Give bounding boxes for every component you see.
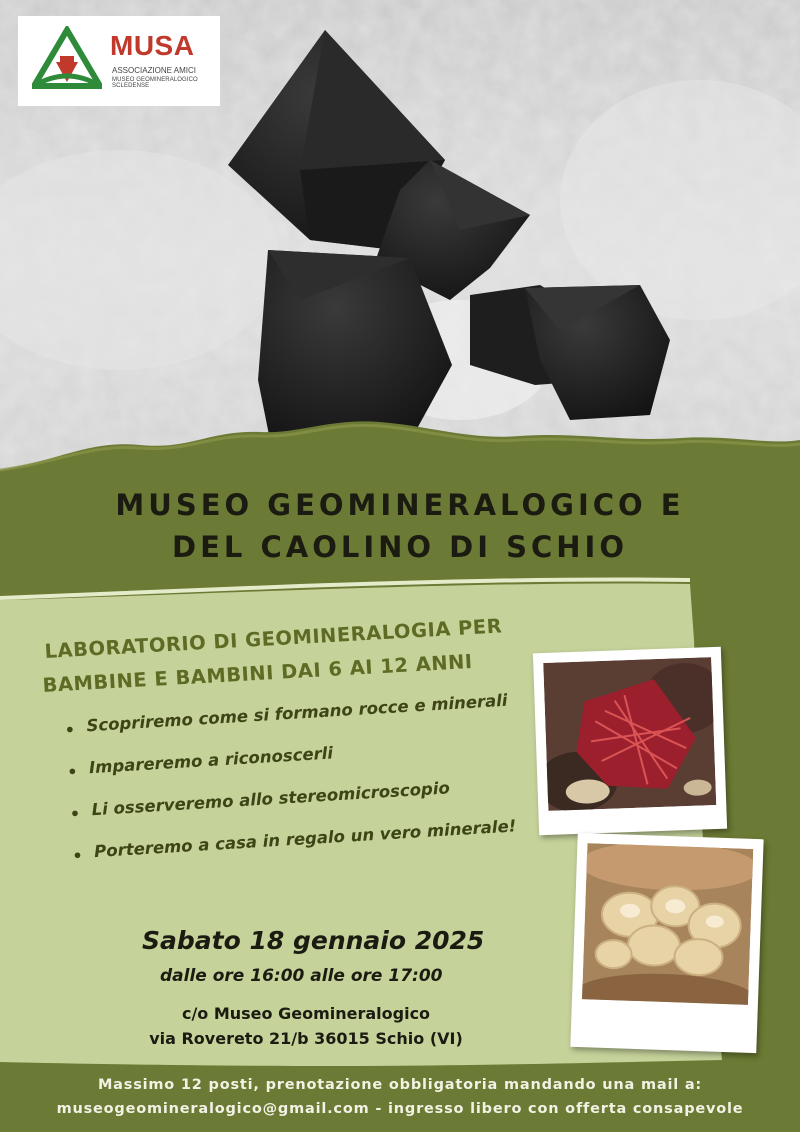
- logo-subtitle-line1: ASSOCIAZIONE AMICI: [112, 66, 197, 75]
- musa-logo: [18, 16, 220, 106]
- museum-title-line1: MUSEO GEOMINERALOGICO E: [115, 488, 685, 522]
- logo-subtitle-line2: MUSEO GEOMINERALOGICO SCLEDENSE: [112, 77, 198, 89]
- event-date: Sabato 18 gennaio 2025: [142, 926, 485, 955]
- venue-address: via Rovereto 21/b 36015 Schio (VI): [149, 1029, 463, 1048]
- museum-title-line2: DEL CAOLINO DI SCHIO: [172, 530, 628, 564]
- red-crystal-photo: [543, 657, 716, 811]
- list-item: • Porteremo a casa in regalo un vero minerale!: [68, 816, 528, 863]
- booking-info: Massimo 12 posti, prenotazione obbligatoria mandando una mail a:: [97, 1077, 703, 1093]
- list-item: • Impareremo a riconoscerli: [63, 732, 523, 779]
- activity-list: [60, 690, 529, 886]
- lab-title-line1: LABORATORIO DI GEOMINERALOGIA PER: [44, 614, 503, 663]
- list-item: • Li osserveremo allo stereomicroscopio: [65, 774, 525, 821]
- venue-line1: c/o Museo Geomineralogico: [181, 1004, 431, 1023]
- logo-name: MUSA: [110, 30, 195, 61]
- polaroid-red-mineral: [533, 647, 727, 835]
- contact-email: museogeomineralogico@gmail.com - ingresso libero con offerta consapevole: [56, 1101, 744, 1117]
- musa-triangle-icon: [32, 26, 102, 90]
- cream-crystal-photo: [582, 843, 753, 1005]
- list-item: • Scopriremo come si formano rocce e minerali: [60, 690, 520, 737]
- lab-title-line2: BAMBINE E BAMBINI DAI 6 AI 12 ANNI: [42, 649, 474, 697]
- event-hours: dalle ore 16:00 alle ore 17:00: [160, 966, 443, 986]
- polaroid-cream-mineral: [570, 833, 763, 1053]
